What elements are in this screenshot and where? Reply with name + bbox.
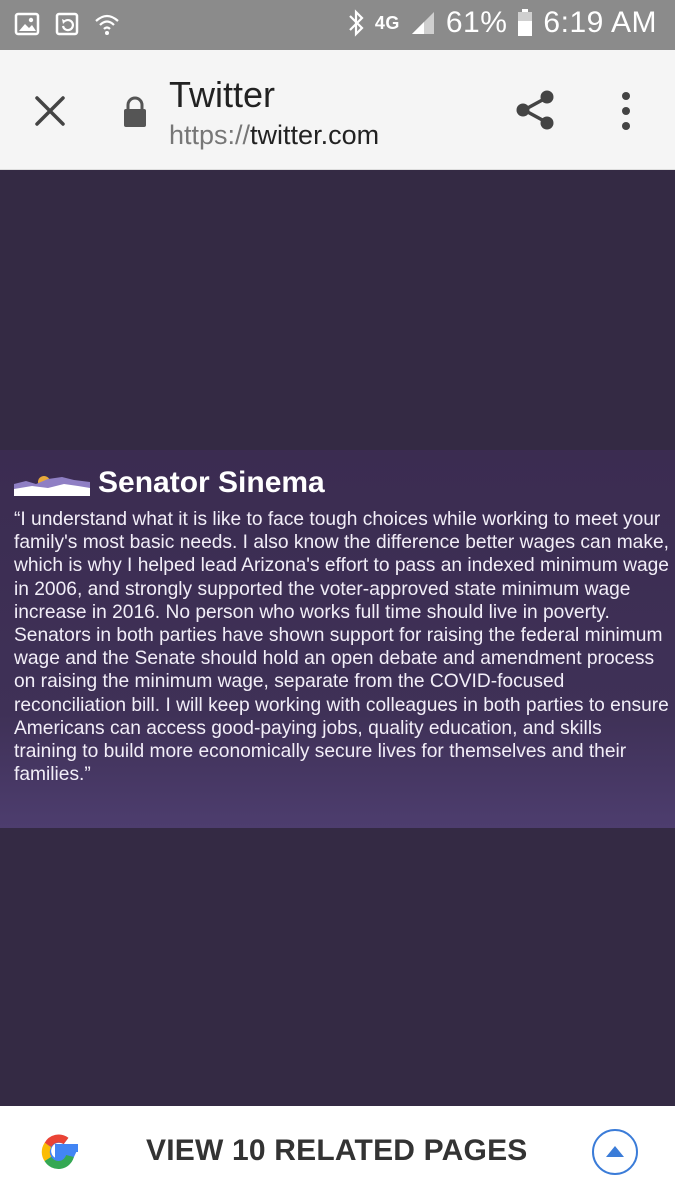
custom-tab-toolbar [0, 50, 675, 170]
page-url [169, 120, 379, 151]
caret-up-icon [604, 1141, 626, 1161]
status-indicators [347, 6, 657, 40]
senator-name: Senator Sinema [98, 466, 325, 499]
image-icon [14, 11, 40, 37]
notification-icons [14, 11, 120, 37]
bluetooth-icon [347, 8, 365, 38]
battery-percent: 61% [445, 6, 508, 39]
view-related-pages-button[interactable]: VIEW 10 RELATED PAGES [146, 1134, 528, 1167]
url-scheme: https:// [169, 120, 251, 150]
lock-icon [121, 96, 149, 128]
statement-quote: “I understand what it is like to face tough choices while working to meet your family's most basic needs. I also know the difference better wages can make, which is why I helped lead Arizona's effort to pass an indexed minimum wage in 2006, and strongly supported the voter-approved state minimum wage increase in 2016. No person who works full time should live in poverty. Senators in both parties have shown support for raising the federal minimum wage and the Senate should hold an open debate and amendment process on raising the minimum wage, separate from the COVID-focused reconciliation bill. I will keep working with colleagues in both parties to ensure Americans can access good-paying jobs, quality education, and skills training to build more economically secure lives for themselves and their families.” [14, 509, 669, 786]
close-icon[interactable] [30, 91, 70, 131]
expand-up-button[interactable] [592, 1129, 638, 1175]
wifi-icon [94, 11, 120, 37]
url-host: twitter.com [250, 120, 380, 150]
more-options-icon[interactable] [612, 90, 640, 132]
page-title: Twitter [169, 74, 276, 115]
signal-icon [410, 10, 436, 36]
senator-logo-icon [14, 472, 90, 496]
share-icon[interactable] [512, 87, 558, 133]
status-bar [0, 0, 675, 50]
related-pages-bar[interactable] [0, 1106, 675, 1200]
battery-icon [517, 9, 533, 37]
clock: 6:19 AM [543, 6, 657, 39]
google-g-icon [34, 1127, 84, 1177]
sync-icon [54, 11, 80, 37]
network-type: 4G [374, 12, 400, 33]
statement-card [0, 450, 675, 828]
